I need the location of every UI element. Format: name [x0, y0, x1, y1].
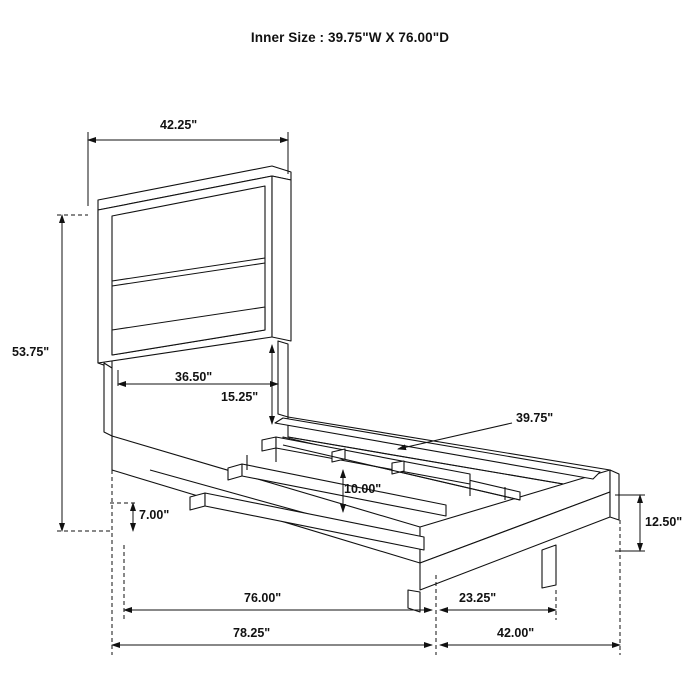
dim-label-headboard-to-rail: 15.25": [221, 390, 259, 404]
dim-label-inner-depth: 76.00": [244, 591, 282, 605]
dim-label-inner-width: 39.75": [516, 411, 554, 425]
dim-label-overall-width-foot: 42.00": [497, 626, 535, 640]
dim-label-slat-height: 10.00": [344, 482, 382, 496]
dim-label-headboard-inner-width: 36.50": [175, 370, 213, 384]
dim-label-headboard-width: 42.25": [160, 118, 198, 132]
dim-label-overall-height: 53.75": [12, 345, 50, 359]
bed-outline: [98, 166, 619, 612]
page-title: Inner Size : 39.75"W X 76.00"D: [250, 30, 450, 45]
dim-label-clearance: 7.00": [139, 508, 170, 522]
dim-label-rail-height: 12.50": [645, 515, 683, 529]
dim-label-footboard-depth: 23.25": [459, 591, 497, 605]
dim-label-overall-depth: 78.25": [233, 626, 271, 640]
